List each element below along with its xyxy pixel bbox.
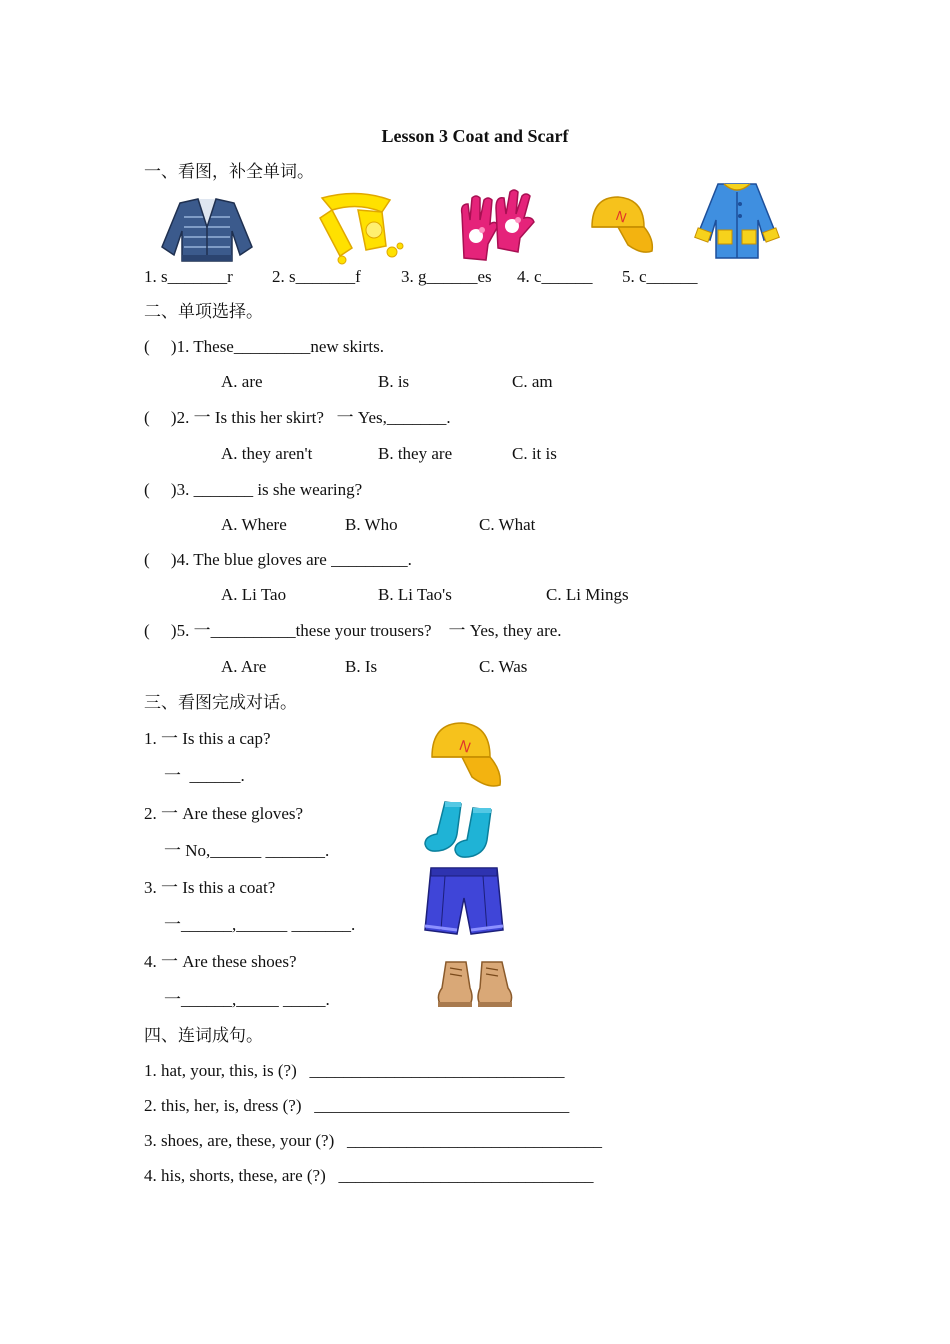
question-1-option-b[interactable]: B. is xyxy=(378,372,410,391)
dialog-4-answer[interactable]: 一______,_____ _____. xyxy=(164,990,330,1009)
coat-picture xyxy=(694,180,780,262)
question-3-stem: ( )3. _______ is she wearing? xyxy=(144,480,363,499)
question-3-option-b[interactable]: B. Who xyxy=(345,515,398,534)
word-blank-4[interactable]: 4. c______ xyxy=(517,267,593,286)
page-title: Lesson 3 Coat and Scarf xyxy=(381,126,569,146)
question-5-option-c[interactable]: C. Was xyxy=(479,657,528,676)
socks-picture xyxy=(421,800,497,862)
question-3-option-a[interactable]: A. Where xyxy=(221,515,287,534)
question-5-option-b[interactable]: B. Is xyxy=(345,657,378,676)
dialog-1-answer[interactable]: 一 ______. xyxy=(164,766,245,785)
svg-text:N: N xyxy=(613,207,629,226)
scarf-picture xyxy=(312,190,404,266)
shoes-picture xyxy=(436,958,514,1010)
gloves-picture xyxy=(456,186,538,262)
dialog-2-question: 2. 一 Are these gloves? xyxy=(144,804,304,823)
question-1-stem: ( )1. These_________new skirts. xyxy=(144,337,385,356)
question-1-option-a[interactable]: A. are xyxy=(221,372,263,391)
word-blank-1[interactable]: 1. s_______r xyxy=(144,267,233,286)
cap-picture xyxy=(428,719,504,793)
sentence-item-1[interactable]: 1. hat, your, this, is (?) ______________________________ xyxy=(144,1061,565,1080)
svg-text:N: N xyxy=(456,737,473,757)
word-blank-5[interactable]: 5. c______ xyxy=(622,267,698,286)
word-blank-2[interactable]: 2. s_______f xyxy=(272,267,361,286)
word-blank-3[interactable]: 3. g______es xyxy=(401,267,492,286)
question-1-option-c[interactable]: C. am xyxy=(512,372,553,391)
question-4-option-b[interactable]: B. Li Tao's xyxy=(378,585,452,604)
sentence-item-4[interactable]: 4. his, shorts, these, are (?) ______________________________ xyxy=(144,1166,594,1185)
sentence-item-3[interactable]: 3. shoes, are, these, your (?) ______________________________ xyxy=(144,1131,602,1150)
section-1-heading: 一、看图，补全单词。 xyxy=(144,162,314,181)
question-2-option-b[interactable]: B. they are xyxy=(378,444,453,463)
dialog-4-question: 4. 一 Are these shoes? xyxy=(144,952,297,971)
question-4-option-c[interactable]: C. Li Mings xyxy=(546,585,629,604)
shorts-picture xyxy=(423,864,505,936)
question-5-option-a[interactable]: A. Are xyxy=(221,657,267,676)
dialog-3-answer[interactable]: 一______,______ _______. xyxy=(164,915,356,934)
cap-picture xyxy=(588,193,656,259)
section-2-heading: 二、单项选择。 xyxy=(144,302,263,321)
question-2-option-a[interactable]: A. they aren't xyxy=(221,444,313,463)
dialog-2-answer[interactable]: 一 No,______ _______. xyxy=(164,841,330,860)
question-5-stem: ( )5. 一__________these your trousers? 一 Yes, they are. xyxy=(144,621,562,640)
question-4-stem: ( )4. The blue gloves are _________. xyxy=(144,550,412,569)
section-3-heading: 三、看图完成对话。 xyxy=(144,693,297,712)
dialog-3-question: 3. 一 Is this a coat? xyxy=(144,878,276,897)
question-2-option-c[interactable]: C. it is xyxy=(512,444,557,463)
sweater-picture xyxy=(160,197,254,265)
question-4-option-a[interactable]: A. Li Tao xyxy=(221,585,287,604)
dialog-1-question: 1. 一 Is this a cap? xyxy=(144,729,271,748)
section-4-heading: 四、连词成句。 xyxy=(144,1026,263,1045)
question-3-option-c[interactable]: C. What xyxy=(479,515,536,534)
sentence-item-2[interactable]: 2. this, her, is, dress (?) ______________________________ xyxy=(144,1096,570,1115)
question-2-stem: ( )2. 一 Is this her skirt? 一 Yes,_______. xyxy=(144,408,451,427)
